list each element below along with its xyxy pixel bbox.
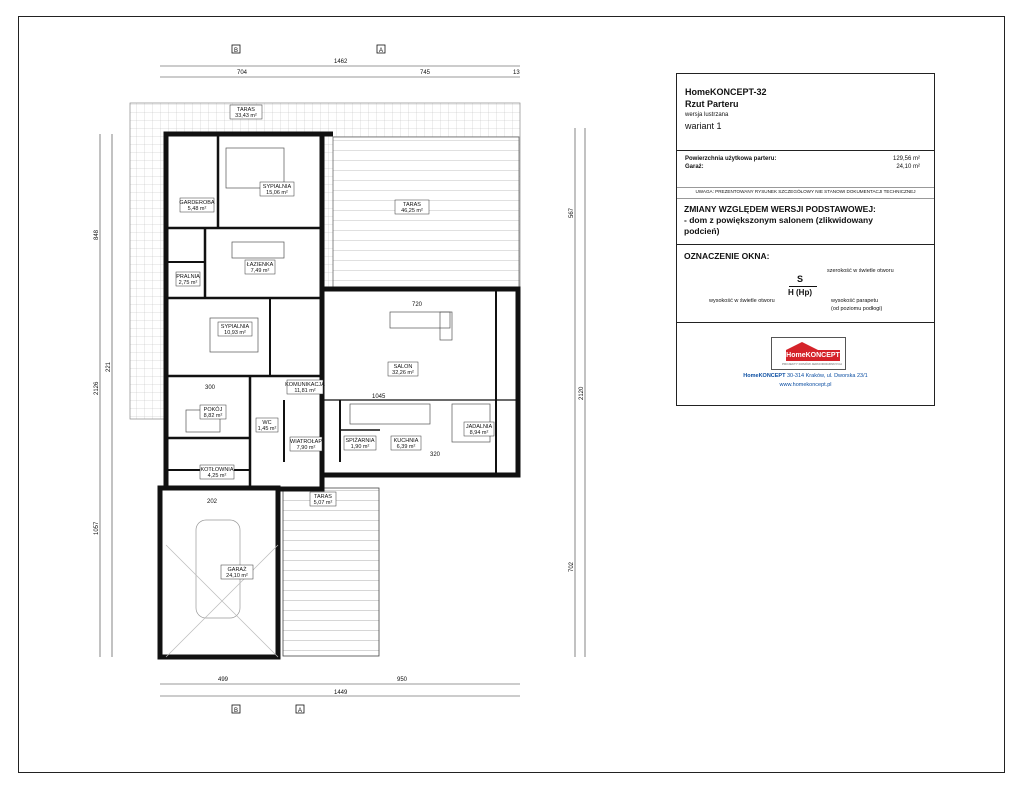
marker-b-bottom: B <box>234 708 239 714</box>
room-pokoj-area: 8,82 m² <box>203 413 223 419</box>
logo-badge <box>786 350 840 361</box>
dim-top-left: 704 <box>237 70 248 76</box>
project-name: HomeKONCEPT-32 <box>685 87 767 97</box>
dim-inner-720: 720 <box>412 302 423 308</box>
room-wiatrolap-name: WIATROŁAP <box>290 439 322 445</box>
room-spizarnia-name: SPIŻARNIA <box>345 438 375 444</box>
dim-inner-300: 300 <box>205 385 216 391</box>
drawing-version: wersja lustrzana <box>685 112 729 118</box>
room-sypialnia2-area: 10,93 m² <box>224 330 246 336</box>
room-spizarnia-area: 1,90 m² <box>350 444 370 450</box>
dim-right-top: 567 <box>569 207 575 218</box>
room-kotlownia-name: KOTŁOWNIA <box>200 467 234 473</box>
changes-line-2: podcień) <box>684 226 720 236</box>
entrance-stairs <box>283 488 379 656</box>
dim-top-end: 13 <box>513 70 520 76</box>
room-pralnia-name: PRALNIA <box>176 274 200 280</box>
logo-subtitle: PROJEKTY DOMÓW JEDNORODZINNYCH <box>782 362 842 366</box>
room-wiatrolap-area: 7,90 m² <box>296 445 316 451</box>
room-taras-small-name: TARAS <box>314 494 332 500</box>
disclaimer <box>677 187 934 199</box>
room-komunikacja-area: 11,81 m² <box>294 388 316 394</box>
area-value: 129,56 m² <box>892 156 920 162</box>
room-salon-area: 32,26 m² <box>392 370 414 376</box>
company-koncept: KONCEPT <box>758 373 786 379</box>
legend-height-text: wysokość w świetle otworu <box>709 298 775 304</box>
room-kotlownia-area: 4,25 m² <box>207 473 227 479</box>
room-jadalnia-area: 8,94 m² <box>469 430 489 436</box>
company-section <box>677 323 934 407</box>
drawing-variant: wariant 1 <box>685 121 722 131</box>
company-logo <box>771 337 846 370</box>
dim-bottom-total: 1449 <box>334 690 348 696</box>
dim-top-total: 1462 <box>334 59 348 65</box>
dim-left-lower: 1057 <box>94 521 100 535</box>
dim-right-mid: 2120 <box>579 386 585 400</box>
company-home: Home <box>743 373 759 379</box>
project-header <box>677 74 934 151</box>
changes-title: ZMIANY WZGLĘDEM WERSJI PODSTAWOWEJ: <box>684 204 876 214</box>
changes-section <box>677 199 934 245</box>
drawing-view: Rzut Parteru <box>685 99 739 109</box>
room-komunikacja-name: KOMUNIKACJA <box>285 382 325 388</box>
dim-left-upper: 848 <box>94 229 100 240</box>
company-website[interactable]: www.homekoncept.pl <box>779 382 832 388</box>
dim-right-low: 702 <box>569 561 575 572</box>
dim-bottom-left: 499 <box>218 677 229 683</box>
area-label: Powierzchnia użytkowa parteru: <box>685 156 777 162</box>
dim-bottom-right: 950 <box>397 677 408 683</box>
legend-sill-text-1: wysokość parapetu <box>831 298 879 304</box>
dim-inner-320: 320 <box>430 452 441 458</box>
room-lazienka-area: 7,49 m² <box>250 268 270 274</box>
legend-width-text: szerokość w świetle otworu <box>827 268 894 274</box>
room-garderoba-area: 5,48 m² <box>187 206 207 212</box>
dim-inner-202: 202 <box>207 499 218 505</box>
room-sypialnia2-name: SYPIALNIA <box>220 324 250 330</box>
room-taras-big-area: 46,25 m² <box>401 208 423 214</box>
garage-value: 24,10 m² <box>896 164 920 170</box>
room-jadalnia-name: JADALNIA <box>465 424 493 430</box>
marker-a-bottom: A <box>298 708 303 714</box>
room-sypialnia1-name: SYPIALNIA <box>262 184 292 190</box>
dim-top-right: 745 <box>420 70 431 76</box>
garage-label: Garaż: <box>685 164 704 170</box>
room-pralnia-area: 2,75 m² <box>178 280 198 286</box>
changes-line-1: - dom z powiększonym salonem (zlikwidowany <box>684 215 873 225</box>
legend-sill-text-2: (od poziomu podłogi) <box>831 306 883 312</box>
room-salon-name: SALON <box>393 364 413 370</box>
dim-left-middle: 221 <box>106 361 112 372</box>
window-legend <box>677 245 934 323</box>
room-kuchnia-area: 6,39 m² <box>396 444 416 450</box>
area-summary <box>677 151 934 187</box>
legend-fraction-line <box>789 286 817 287</box>
window-legend-title: OZNACZENIE OKNA: <box>684 251 770 261</box>
room-taras-top-area: 33,43 m² <box>235 113 257 119</box>
title-block <box>676 73 935 406</box>
room-taras-big-name: TARAS <box>403 202 421 208</box>
dim-left-total: 2126 <box>94 381 100 395</box>
logo-roof-icon <box>786 342 818 350</box>
room-garderoba-name: GARDEROBA <box>179 200 215 206</box>
room-pokoj-name: POKÓJ <box>203 407 223 413</box>
disclaimer-text: UWAGA: PREZENTOWANY RYSUNEK SZCZEGÓŁOWY NIE STANOWI DOKUMENTACJI TECHNICZNEJ <box>695 189 916 194</box>
company-address: 30-314 Kraków, ul. Dworska 23/1 <box>786 373 868 379</box>
room-garaz-name: GARAŻ <box>227 567 247 573</box>
room-taras-small-area: 5,07 m² <box>313 500 333 506</box>
room-wc-name: WC <box>262 420 272 426</box>
legend-s: S <box>797 274 804 284</box>
room-wc-area: 1,45 m² <box>257 426 277 432</box>
company-address-line <box>677 373 934 379</box>
marker-b-top: B <box>234 48 239 54</box>
room-garaz-area: 24,10 m² <box>226 573 248 579</box>
legend-h: H (Hp) <box>788 288 812 297</box>
marker-a-top: A <box>379 48 384 54</box>
dim-inner-1045: 1045 <box>372 394 386 400</box>
room-kuchnia-name: KUCHNIA <box>393 438 419 444</box>
logo-koncept-text: KONCEPT <box>805 352 840 359</box>
room-sypialnia1-area: 15,06 m² <box>266 190 288 196</box>
logo-home-text: Home <box>786 352 806 359</box>
room-taras-top-name: TARAS <box>237 107 255 113</box>
room-lazienka-name: ŁAZIENKA <box>246 262 274 268</box>
